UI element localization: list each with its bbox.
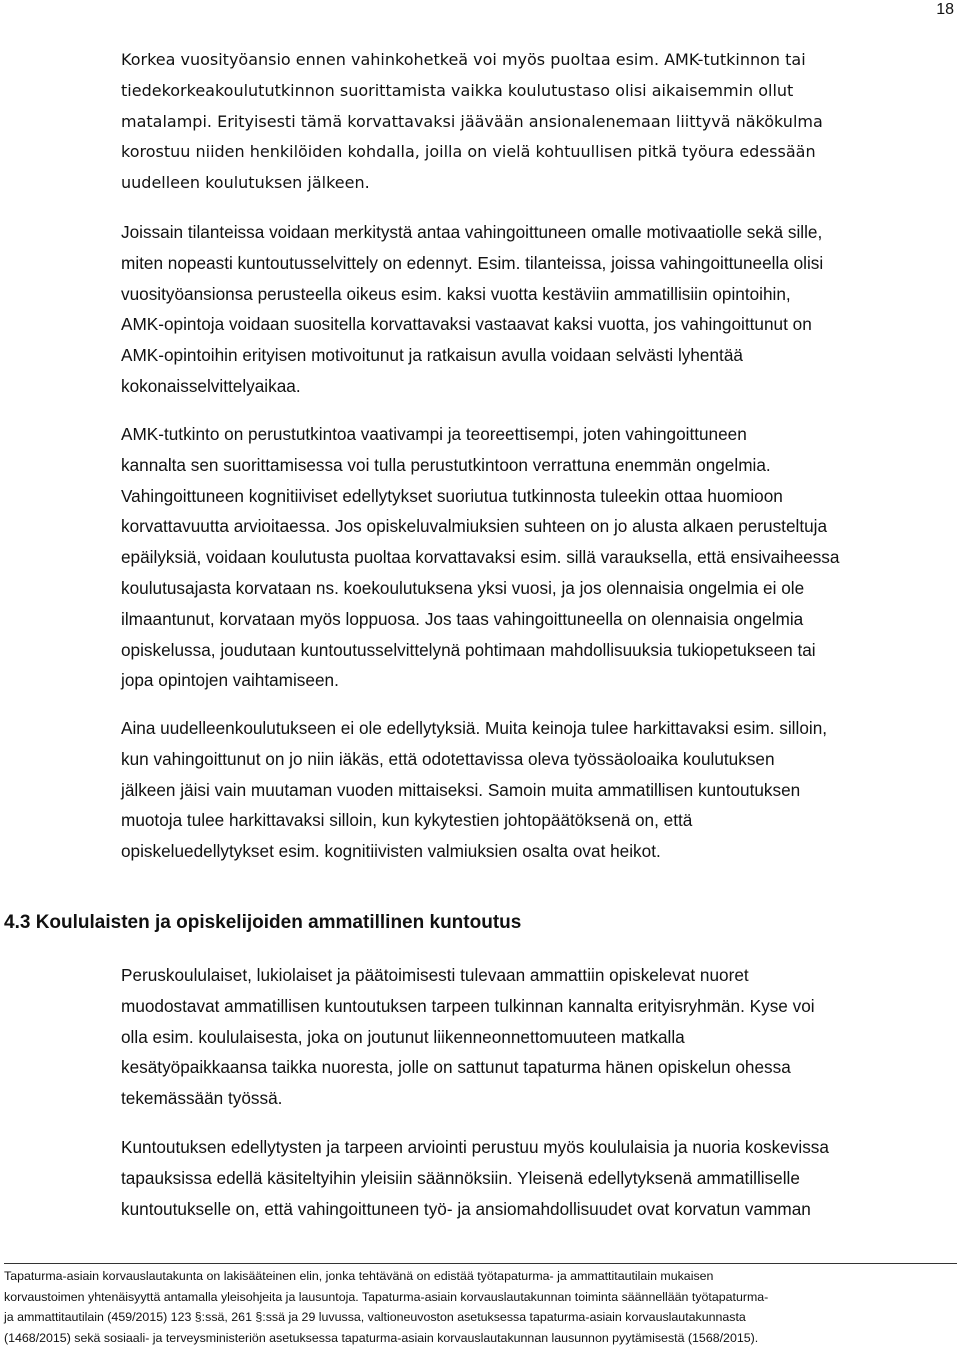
section-heading: 4.3 Koululaisten ja opiskelijoiden ammatillinen kuntoutus <box>4 909 521 937</box>
text-line: uudelleen koulutuksen jälkeen. <box>121 168 949 199</box>
text-line: kokonaisselvittelyaikaa. <box>121 371 949 402</box>
paragraph-6 <box>121 1132 949 1224</box>
text-line: miten nopeasti kuntoutusselvittely on edennyt. Esim. tilanteissa, joissa vahingoittuneella olisi <box>121 248 949 279</box>
text-line: kesätyöpaikkaansa taikka nuoresta, jolle on sattunut tapaturma hänen opiskelun ohessa <box>121 1052 949 1083</box>
text-line: ilmaantunut, korvataan myös loppuosa. Jos taas vahingoittuneella on olennaisia ongelmia <box>121 604 949 635</box>
text-line: Korkea vuosityöansio ennen vahinkohetkeä voi myös puoltaa esim. AMK-tutkinnon tai <box>121 45 949 76</box>
footnote-divider <box>4 1263 957 1264</box>
text-line: opiskelussa, joudutaan kuntoutusselvittelynä pohtimaan mahdollisuuksia tukiopetukseen tai <box>121 635 949 666</box>
paragraph-5 <box>121 960 949 1114</box>
text-line: AMK-opintoihin erityisen motivoitunut ja ratkaisun avulla voidaan selvästi lyhentää <box>121 340 949 371</box>
text-line: Peruskoululaiset, lukiolaiset ja päätoimisesti tulevaan ammattiin opiskelevat nuoret <box>121 960 949 991</box>
text-line: tapauksissa edellä käsiteltyihin yleisiin säännöksiin. Yleisenä edellytyksenä ammatilliselle <box>121 1163 949 1194</box>
text-line: kannalta sen suorittamisessa voi tulla perustutkintoon verrattuna enemmän ongelmia. <box>121 450 949 481</box>
footnote <box>4 1266 957 1348</box>
paragraph-4 <box>121 713 949 867</box>
text-line: AMK-tutkinto on perustutkintoa vaativampi ja teoreettisempi, joten vahingoittuneen <box>121 419 949 450</box>
text-line: kun vahingoittunut on jo niin iäkäs, että odotettavissa oleva työssäoloaika koulutuksen <box>121 744 949 775</box>
text-line: Joissain tilanteissa voidaan merkitystä antaa vahingoittuneen omalle motivaatiolle sekä sille, <box>121 217 949 248</box>
text-line: Kuntoutuksen edellytysten ja tarpeen arviointi perustuu myös koululaisia ja nuoria koskevissa <box>121 1132 949 1163</box>
text-line: vuosityöansionsa perusteella oikeus esim. kaksi vuotta kestäviin ammatillisiin opintoihin, <box>121 279 949 310</box>
text-line: muotoja tulee harkittavaksi silloin, kun kykytestien johtopäätöksenä on, että <box>121 805 949 836</box>
text-line: jopa opintojen vaihtamiseen. <box>121 665 949 696</box>
text-line: opiskeluedellytykset esim. kognitiivisten valmiuksien osalta ovat heikot. <box>121 836 949 867</box>
text-line: koulutusajasta korvataan ns. koekoulutuksena yksi vuosi, ja jos olennaisia ongelmia ei ole <box>121 573 949 604</box>
text-line: olla esim. koululaisesta, joka on joutunut liikenneonnettomuuteen matkalla <box>121 1022 949 1053</box>
footnote-line: Tapaturma-asiain korvauslautakunta on lakisääteinen elin, jonka tehtävänä on edistää työtapaturma- ja ammattitautilain mukaisen <box>4 1266 957 1287</box>
paragraph-2 <box>121 217 949 402</box>
paragraph-3 <box>121 419 949 696</box>
text-line: korvattavuutta arvioitaessa. Jos opiskeluvalmiuksien suhteen on jo alusta alkaen perusteltuja <box>121 511 949 542</box>
text-line: jälkeen jäisi vain muutaman vuoden mittaiseksi. Samoin muita ammatillisen kuntoutuksen <box>121 775 949 806</box>
footnote-line: korvaustoimen yhtenäisyyttä antamalla yleisohjeita ja lausuntoja. Tapaturma-asiain korvauslautakunnan toiminta säännellään työtapaturma- <box>4 1287 957 1308</box>
text-line: muodostavat ammatillisen kuntoutuksen tarpeen tulkinnan kannalta erityisryhmän. Kyse voi <box>121 991 949 1022</box>
footnote-line: (1468/2015) sekä sosiaali- ja terveysministeriön asetuksessa tapaturma-asiain korvauslautakunnan lausunnon pyytämisestä (1568/2015). <box>4 1328 957 1348</box>
text-line: tekemässään työssä. <box>121 1083 949 1114</box>
page-number: 18 <box>936 0 954 20</box>
text-line: AMK-opintoja voidaan suositella korvattavaksi vastaavat kaksi vuotta, jos vahingoittunut on <box>121 309 949 340</box>
text-line: Vahingoittuneen kognitiiviset edellytykset suoriutua tutkinnosta tuleekin ottaa huomioon <box>121 481 949 512</box>
text-line: epäilyksiä, voidaan koulutusta puoltaa korvattavaksi esim. sillä varauksella, että ensivaiheessa <box>121 542 949 573</box>
text-line: korostuu niiden henkilöiden kohdalla, joilla on vielä kohtuullisen pitkä työura edessään <box>121 137 949 168</box>
text-line: Aina uudelleenkoulutukseen ei ole edellytyksiä. Muita keinoja tulee harkittavaksi esim. silloin, <box>121 713 949 744</box>
paragraph-1 <box>121 45 949 199</box>
text-line: matalampi. Erityisesti tämä korvattavaksi jäävään ansionalenemaan liittyvä näkökulma <box>121 107 949 138</box>
text-line: tiedekorkeakoulututkinnon suorittamista vaikka koulutustaso olisi aikaisemmin ollut <box>121 76 949 107</box>
text-line: kuntoutukselle on, että vahingoittuneen työ- ja ansiomahdollisuudet ovat korvatun vamman <box>121 1194 949 1225</box>
footnote-line: ja ammattitautilain (459/2015) 123 §:ssä, 261 §:ssä ja 29 luvussa, valtioneuvoston asetuksessa tapaturma-asiain korvauslautakunnasta <box>4 1307 957 1328</box>
